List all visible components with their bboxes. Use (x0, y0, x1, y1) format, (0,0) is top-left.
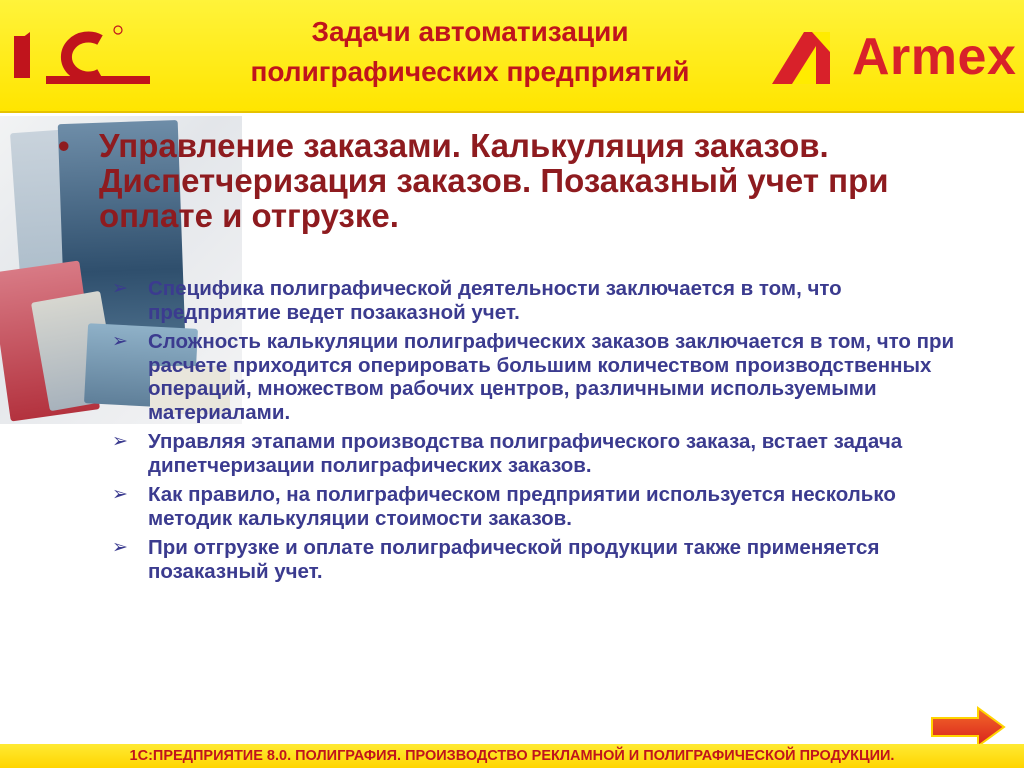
1c-logo (10, 18, 160, 88)
arrow-bullet-icon: ➢ (112, 331, 128, 352)
list-item-text: Как правило, на полиграфическом предприятии используется несколько методик калькуляции стоимости заказов. (148, 483, 896, 530)
arrow-bullet-icon: ➢ (112, 537, 128, 558)
list-item-text: Специфика полиграфической деятельности заключается в том, что предприятие ведет позаказной учет. (148, 277, 842, 324)
list-item (112, 536, 992, 583)
main-bullet-text: Управление заказами. Калькуляция заказов. Диспетчеризация заказов. Позаказный учет при оплате и отгрузке. (99, 127, 889, 234)
list-item (112, 330, 992, 424)
next-arrow-icon[interactable] (930, 706, 1006, 748)
armex-logo-text: Armex (852, 28, 1017, 86)
header-bar (0, 0, 1024, 113)
arrow-bullet-icon: ➢ (112, 278, 128, 299)
footer-bar (0, 744, 1024, 768)
list-item (112, 483, 992, 530)
arrow-bullet-icon: ➢ (112, 431, 128, 452)
title-line-1: Задачи автоматизации (311, 16, 629, 47)
sub-bullet-list (112, 277, 992, 589)
page-title (190, 12, 750, 92)
arrow-bullet-icon: ➢ (112, 484, 128, 505)
footer-text: 1С:ПРЕДПРИЯТИЕ 8.0. ПОЛИГРАФИЯ. ПРОИЗВОДСТВО РЕКЛАМНОЙ И ПОЛИГРАФИЧЕСКОЙ ПРОДУКЦИИ. (129, 748, 895, 764)
list-item-text: При отгрузке и оплате полиграфической продукции также применяется позаказный учет. (148, 536, 880, 583)
list-item-text: Сложность калькуляции полиграфических заказов заключается в том, что при расчете приходится оперировать большим количеством производственных операций, множеством рабочих центров, различными используемыми материалами. (148, 330, 955, 424)
title-line-2: полиграфических предприятий (250, 56, 690, 87)
list-item (112, 277, 992, 324)
bullet-marker: • (58, 127, 70, 164)
list-item-text: Управляя этапами производства полиграфического заказа, встает задача дипетчеризации полиграфических заказов. (148, 430, 903, 477)
list-item (112, 430, 992, 477)
